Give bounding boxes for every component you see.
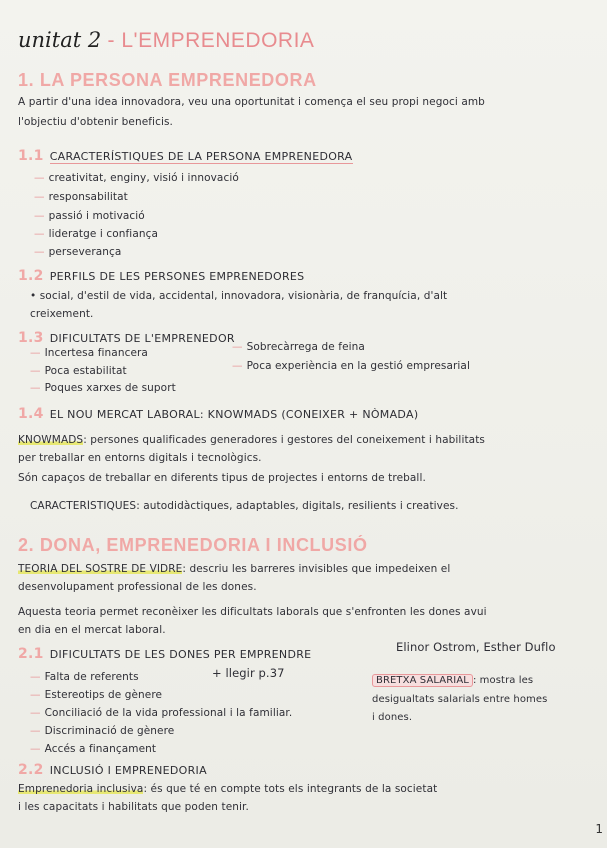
highlighted-term: Emprenedoria inclusiva — [18, 783, 144, 795]
section-2-text-line-3: Aquesta teoria permet reconèixer les dificultats laborals que s'enfronten les dones avui — [18, 606, 487, 618]
section-number: 2.1 — [18, 646, 44, 662]
list-item: — Poca experiència en la gestió empresarial — [232, 360, 470, 372]
list-item: — lideratge i confiança — [34, 228, 159, 240]
list-item-text: lideratge i confiança — [48, 228, 159, 240]
list-item-text: creativitat, enginy, visió i innovació — [48, 172, 239, 184]
list-item: — Incertesa financera — [30, 347, 148, 359]
bretxa-salarial-line-3: i dones. — [372, 712, 413, 723]
list-item: — perseverança — [34, 246, 122, 258]
section-number: 1.3 — [18, 330, 44, 346]
section-2-2-text-line-1 — [18, 783, 437, 795]
definition-text: : és que té en compte tots els integrants de la societat — [143, 783, 438, 795]
list-item: — Accés a finançament — [30, 743, 157, 755]
section-1-2-heading — [18, 268, 304, 284]
section-2-1-heading — [18, 646, 311, 662]
section-title: INCLUSIÓ I EMPRENEDORIA — [49, 764, 207, 777]
section-1-text-line-1: A partir d'una idea innovadora, veu una oportunitat i comença el seu propi negoci amb — [18, 96, 485, 108]
knowmads-definition-line-1 — [18, 434, 485, 446]
definition-text: : descriu les barreres invisibles que impedeixen el — [182, 563, 451, 575]
characteristics-text: : autodidàctiques, adaptables, digitals, resilients i creatives. — [136, 500, 459, 512]
list-item: — Falta de referents — [30, 671, 139, 683]
highlighted-term: KNOWMADS — [18, 434, 84, 446]
page-title — [18, 28, 314, 53]
list-item: — responsabilitat — [34, 191, 128, 203]
section-title: PERFILS DE LES PERSONES EMPRENEDORES — [49, 270, 305, 283]
knowmads-characteristics — [30, 500, 459, 512]
list-item: — Estereotips de gènere — [30, 689, 163, 701]
list-item-text: Poques xarxes de suport — [44, 382, 176, 394]
unit-title: L'EMPRENEDORIA — [121, 29, 315, 52]
definition-text: : mostra les — [472, 675, 534, 686]
section-title: DIFICULTATS DE LES DONES PER EMPRENDRE — [49, 648, 312, 661]
bretxa-salarial-line-1 — [372, 675, 533, 686]
section-2-heading: 2. DONA, EMPRENEDORIA I INCLUSIÓ — [18, 535, 368, 555]
list-item-text: Estereotips de gènere — [44, 689, 163, 701]
list-item-text: Accés a finançament — [44, 743, 157, 755]
section-title: CARACTERÍSTIQUES DE LA PERSONA EMPRENEDORA — [49, 150, 353, 163]
section-1-3-heading — [18, 330, 235, 346]
list-item-text: passió i motivació — [48, 210, 145, 222]
section-title: EL NOU MERCAT LABORAL: KNOWMADS (CONEIXER + NÒMADA) — [49, 408, 419, 421]
section-number: 1.4 — [18, 406, 44, 422]
section-1-1-heading — [18, 148, 353, 164]
section-1-2-text-line-1: • social, d'estil de vida, accidental, innovadora, visionària, de franquícia, d'alt — [30, 290, 448, 302]
highlighted-term: TEORIA DEL SOSTRE DE VIDRE — [18, 563, 183, 575]
list-item: — creativitat, enginy, visió i innovació — [34, 172, 239, 184]
section-title: DIFICULTATS DE L'EMPRENEDOR — [49, 332, 235, 345]
bretxa-salarial-line-2: desigualtats salarials entre homes — [372, 694, 548, 705]
list-item-text: perseverança — [48, 246, 122, 258]
section-number: 1.2 — [18, 268, 44, 284]
list-item-text: responsabilitat — [48, 191, 128, 203]
page-number: 1 — [595, 822, 603, 836]
unit-label: unitat 2 — [18, 28, 102, 52]
list-item-text: Discriminació de gènere — [44, 725, 175, 737]
section-1-heading: 1. LA PERSONA EMPRENEDORA — [18, 70, 317, 90]
definition-text: : persones qualificades generadores i gestores del coneixement i habilitats — [83, 434, 486, 446]
section-1-text-line-2: l'objectiu d'obtenir beneficis. — [18, 116, 173, 128]
boxed-term: BRETXA SALARIAL — [372, 674, 473, 687]
list-item-text: Poca experiència en la gestió empresarial — [246, 360, 470, 372]
highlighted-term: CARACTERÍSTIQUES — [30, 500, 137, 512]
list-item: — Poca estabilitat — [30, 365, 127, 377]
section-number: 1.1 — [18, 148, 44, 164]
knowmads-definition-line-2: per treballar en entorns digitals i tecnològics. — [18, 452, 262, 464]
list-item-text: Conciliació de la vida professional i la familiar. — [44, 707, 293, 719]
list-item-text: Sobrecàrrega de feina — [246, 341, 365, 353]
section-1-4-heading — [18, 406, 418, 422]
section-number: 2.2 — [18, 762, 44, 778]
knowmads-definition-line-3: Són capaços de treballar en diferents tipus de projectes i entorns de treball. — [18, 472, 426, 484]
section-2-2-heading — [18, 762, 207, 778]
title-separator: - — [101, 29, 122, 52]
list-item: — Poques xarxes de suport — [30, 382, 176, 394]
section-2-text-line-4: en dia en el mercat laboral. — [18, 624, 166, 636]
list-item: — passió i motivació — [34, 210, 145, 222]
section-1-2-text-line-2: creixement. — [30, 308, 94, 320]
section-2-2-text-line-2: i les capacitats i habilitats que poden tenir. — [18, 801, 249, 813]
section-2-text-line-2: desenvolupament professional de les dones. — [18, 581, 257, 593]
list-item-text: Incertesa financera — [44, 347, 148, 359]
list-item-text: Poca estabilitat — [44, 365, 127, 377]
authors-note: Elinor Ostrom, Esther Duflo — [396, 640, 556, 654]
list-item-text: Falta de referents — [44, 671, 139, 683]
list-item: — Discriminació de gènere — [30, 725, 175, 737]
section-2-text-line-1 — [18, 563, 450, 575]
list-item: — Sobrecàrrega de feina — [232, 341, 365, 353]
list-item: — Conciliació de la vida professional i la familiar. — [30, 707, 293, 719]
reading-note: + llegir p.37 — [212, 666, 285, 680]
